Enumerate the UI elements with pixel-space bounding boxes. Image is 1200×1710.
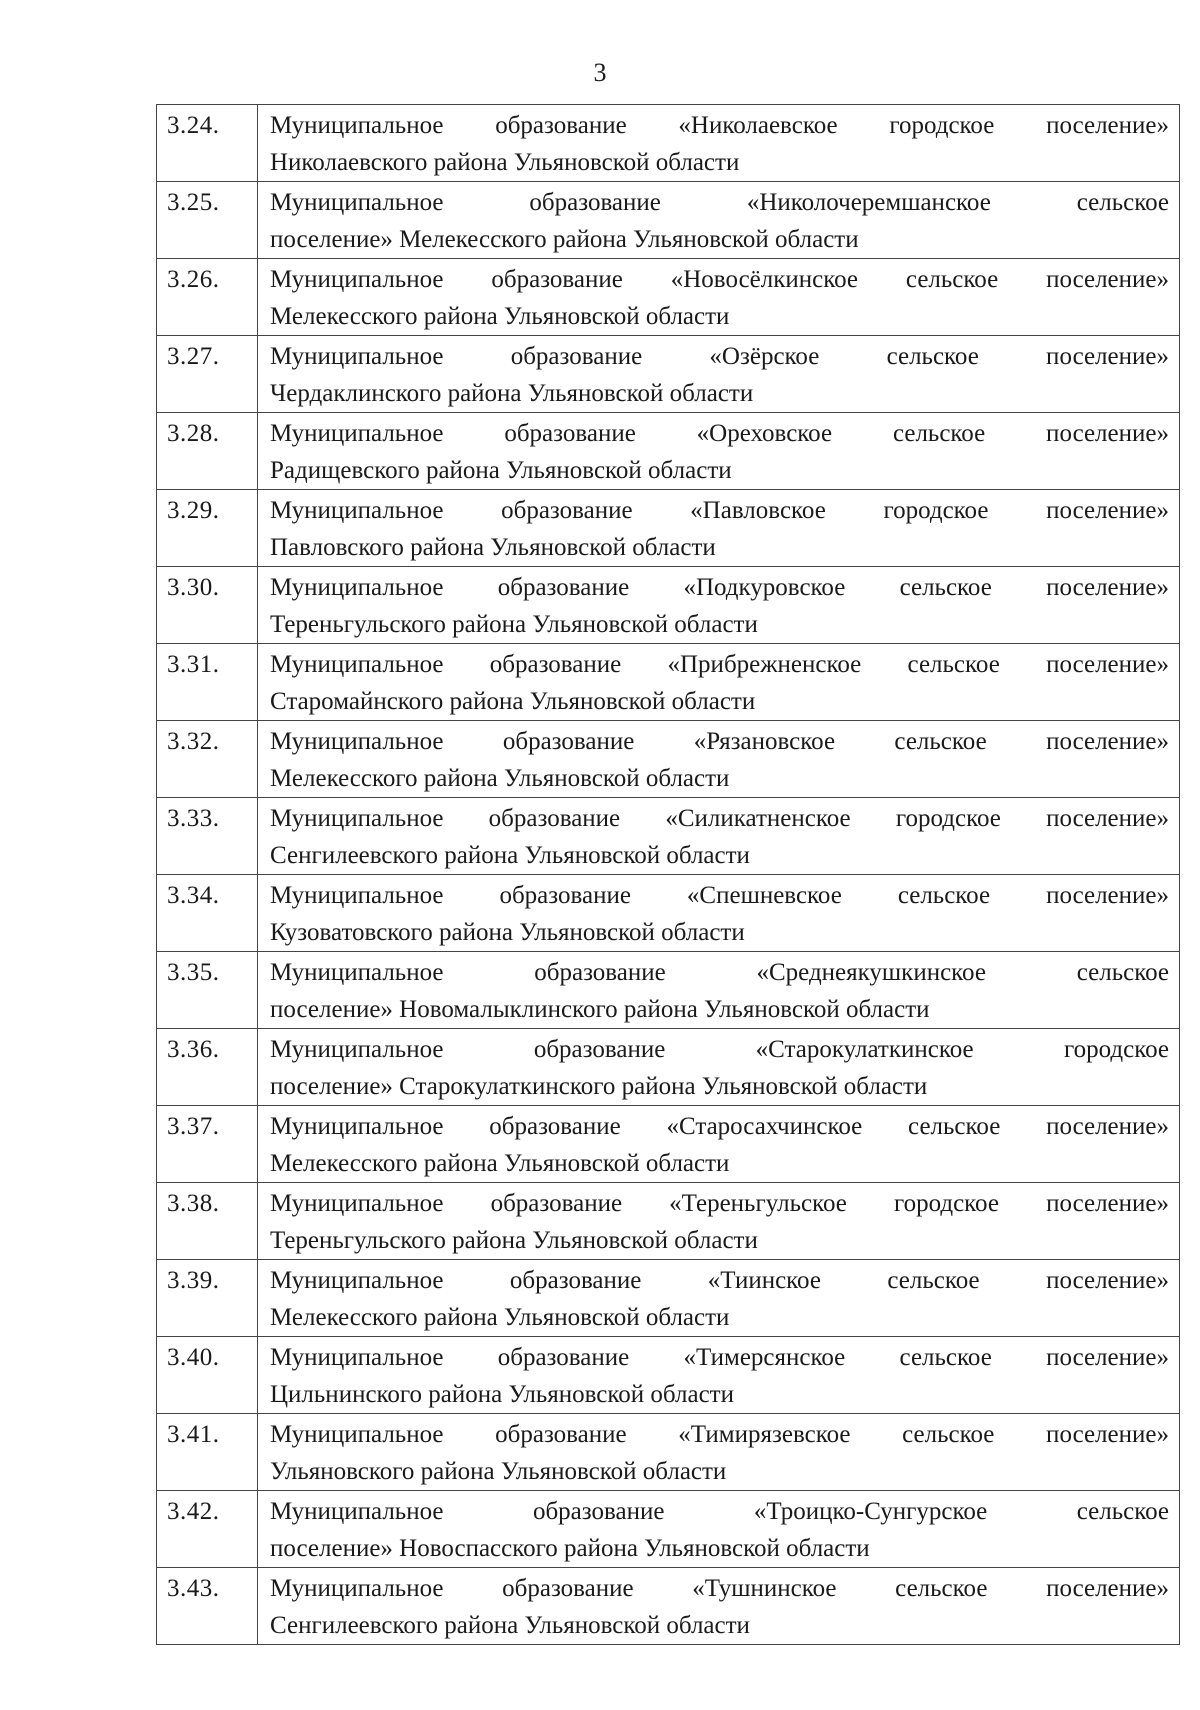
municipality-name	[258, 490, 1180, 567]
row-number: 3.34.	[157, 875, 258, 952]
table-row	[157, 721, 1180, 798]
table-row	[157, 798, 1180, 875]
municipality-name-line2: Павловского района Ульяновской области	[270, 534, 716, 561]
row-number: 3.43.	[157, 1568, 258, 1645]
row-number: 3.38.	[157, 1183, 258, 1260]
row-number: 3.41.	[157, 1414, 258, 1491]
table-row	[157, 1106, 1180, 1183]
municipality-name	[258, 413, 1180, 490]
municipality-name	[258, 1260, 1180, 1337]
table-row	[157, 413, 1180, 490]
municipality-name	[258, 1491, 1180, 1568]
municipality-name	[258, 644, 1180, 721]
table-row	[157, 1260, 1180, 1337]
municipality-name-line1: Муниципальное образование «Павловское городское поселение»	[270, 497, 1169, 524]
municipality-name-line2: Мелекесского района Ульяновской области	[270, 303, 730, 330]
row-number: 3.37.	[157, 1106, 258, 1183]
row-number: 3.33.	[157, 798, 258, 875]
row-number: 3.39.	[157, 1260, 258, 1337]
municipality-name-line1: Муниципальное образование «Ореховское сельское поселение»	[270, 420, 1169, 447]
table-body	[157, 105, 1180, 1645]
table-row	[157, 644, 1180, 721]
municipality-name-line2: поселение» Старокулаткинского района Ульяновской области	[270, 1073, 928, 1100]
municipality-name	[258, 875, 1180, 952]
table-row	[157, 1029, 1180, 1106]
municipality-name-line2: Ульяновского района Ульяновской области	[270, 1458, 727, 1485]
municipality-name	[258, 182, 1180, 259]
municipalities-table	[156, 104, 1180, 1645]
municipality-name-line2: поселение» Мелекесского района Ульяновской области	[270, 226, 859, 253]
municipality-name	[258, 259, 1180, 336]
municipality-name	[258, 1029, 1180, 1106]
municipality-name-line1: Муниципальное образование «Силикатненское городское поселение»	[270, 805, 1169, 832]
municipality-name-line1: Муниципальное образование «Среднеякушкинское сельское	[270, 959, 1169, 986]
row-number: 3.40.	[157, 1337, 258, 1414]
municipality-name-line2: Радищевского района Ульяновской области	[270, 457, 732, 484]
municipality-name-line1: Муниципальное образование «Старокулаткинское городское	[270, 1036, 1169, 1063]
row-number: 3.30.	[157, 567, 258, 644]
table-row	[157, 105, 1180, 182]
municipality-name	[258, 105, 1180, 182]
municipality-name-line2: Сенгилеевского района Ульяновской области	[270, 842, 750, 869]
municipality-name	[258, 1414, 1180, 1491]
municipality-name	[258, 1337, 1180, 1414]
row-number: 3.42.	[157, 1491, 258, 1568]
municipality-name-line1: Муниципальное образование «Рязановское сельское поселение»	[270, 728, 1169, 755]
municipality-name-line1: Муниципальное образование «Подкуровское сельское поселение»	[270, 574, 1169, 601]
table-row	[157, 567, 1180, 644]
municipality-name-line1: Муниципальное образование «Николочеремшанское сельское	[270, 189, 1169, 216]
table-row	[157, 490, 1180, 567]
table-row	[157, 875, 1180, 952]
row-number: 3.31.	[157, 644, 258, 721]
municipality-name-line1: Муниципальное образование «Тушнинское сельское поселение»	[270, 1575, 1169, 1602]
municipality-name-line2: поселение» Новомалыклинского района Ульяновской области	[270, 996, 930, 1023]
municipality-name-line1: Муниципальное образование «Старосахчинское сельское поселение»	[270, 1113, 1169, 1140]
row-number: 3.27.	[157, 336, 258, 413]
row-number: 3.29.	[157, 490, 258, 567]
municipality-name	[258, 1183, 1180, 1260]
municipality-name-line2: Тереньгульского района Ульяновской области	[270, 611, 758, 638]
municipality-name	[258, 721, 1180, 798]
municipality-name-line2: Старомайнского района Ульяновской области	[270, 688, 756, 715]
table-row	[157, 336, 1180, 413]
municipality-name-line2: Кузоватовского района Ульяновской области	[270, 919, 745, 946]
municipality-name-line2: Николаевского района Ульяновской области	[270, 149, 740, 176]
municipality-name-line1: Муниципальное образование «Прибрежненское сельское поселение»	[270, 651, 1169, 678]
table-row	[157, 1337, 1180, 1414]
municipality-name-line1: Муниципальное образование «Озёрское сельское поселение»	[270, 343, 1169, 370]
municipality-name-line1: Муниципальное образование «Тимирязевское сельское поселение»	[270, 1421, 1169, 1448]
table-row	[157, 1491, 1180, 1568]
municipality-name-line1: Муниципальное образование «Николаевское городское поселение»	[270, 112, 1169, 139]
municipality-name-line1: Муниципальное образование «Спешневское сельское поселение»	[270, 882, 1169, 909]
row-number: 3.36.	[157, 1029, 258, 1106]
municipality-name-line2: Сенгилеевского района Ульяновской области	[270, 1612, 750, 1639]
municipality-name-line2: поселение» Новоспасского района Ульяновской области	[270, 1535, 870, 1562]
row-number: 3.24.	[157, 105, 258, 182]
table-row	[157, 1414, 1180, 1491]
page-number: 3	[593, 58, 607, 87]
municipality-name	[258, 1568, 1180, 1645]
row-number: 3.32.	[157, 721, 258, 798]
municipality-name-line2: Цильнинского района Ульяновской области	[270, 1381, 734, 1408]
municipality-name-line1: Муниципальное образование «Новосёлкинское сельское поселение»	[270, 266, 1169, 293]
table-row	[157, 259, 1180, 336]
table-row	[157, 952, 1180, 1029]
municipality-name-line1: Муниципальное образование «Троицко-Сунгурское сельское	[270, 1498, 1169, 1525]
municipality-name-line2: Чердаклинского района Ульяновской области	[270, 380, 754, 407]
municipality-name	[258, 336, 1180, 413]
table-row	[157, 1568, 1180, 1645]
municipality-name-line2: Тереньгульского района Ульяновской области	[270, 1227, 758, 1254]
municipality-name	[258, 567, 1180, 644]
municipality-name-line1: Муниципальное образование «Тимерсянское сельское поселение»	[270, 1344, 1169, 1371]
municipality-name-line2: Мелекесского района Ульяновской области	[270, 1150, 730, 1177]
row-number: 3.35.	[157, 952, 258, 1029]
row-number: 3.25.	[157, 182, 258, 259]
municipality-name-line2: Мелекесского района Ульяновской области	[270, 1304, 730, 1331]
municipality-name-line1: Муниципальное образование «Тиинское сельское поселение»	[270, 1267, 1169, 1294]
municipality-name	[258, 798, 1180, 875]
table-row	[157, 1183, 1180, 1260]
municipality-name	[258, 1106, 1180, 1183]
municipality-name-line2: Мелекесского района Ульяновской области	[270, 765, 730, 792]
row-number: 3.26.	[157, 259, 258, 336]
row-number: 3.28.	[157, 413, 258, 490]
municipality-name-line1: Муниципальное образование «Тереньгульское городское поселение»	[270, 1190, 1169, 1217]
municipality-name	[258, 952, 1180, 1029]
table-row	[157, 182, 1180, 259]
